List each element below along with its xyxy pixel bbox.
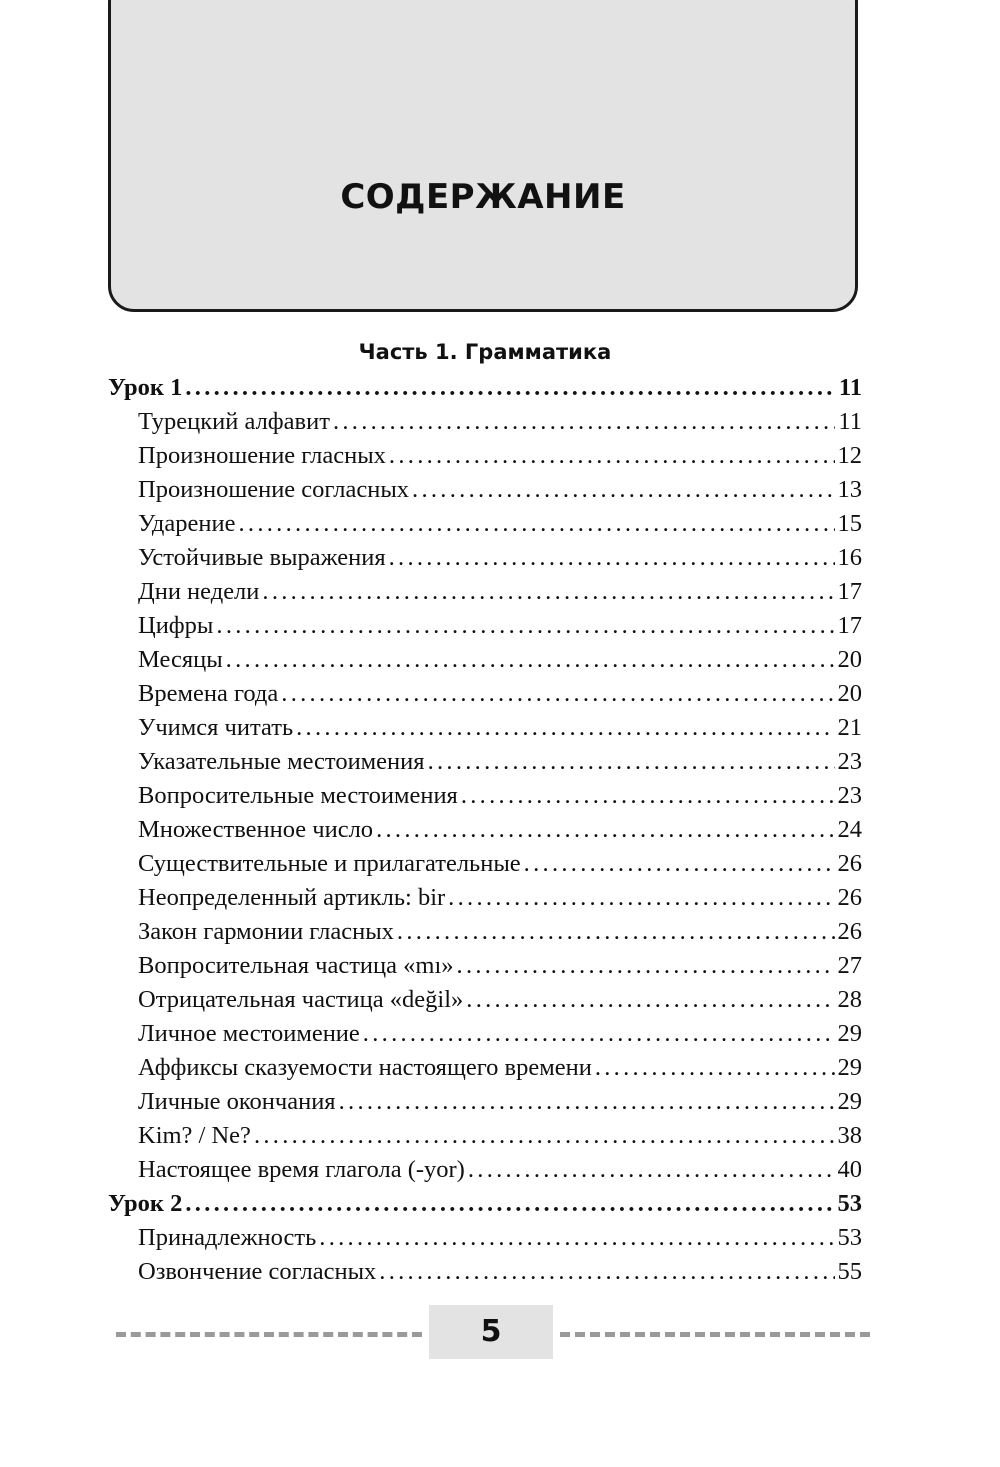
table-of-contents xyxy=(108,371,862,1289)
toc-dot-leader xyxy=(468,1153,835,1187)
toc-dot-leader xyxy=(262,575,834,609)
toc-page-number: 17 xyxy=(837,612,862,639)
toc-entry-label: Принадлежность xyxy=(138,1224,317,1251)
toc-page-number: 27 xyxy=(837,952,862,979)
toc-entry-row[interactable] xyxy=(108,847,862,881)
toc-page-number: 29 xyxy=(837,1088,862,1115)
toc-entry-row[interactable] xyxy=(108,643,862,677)
toc-page-number: 20 xyxy=(837,646,862,673)
toc-dot-leader xyxy=(185,1187,834,1221)
toc-page-number: 23 xyxy=(837,782,862,809)
toc-page-number: 26 xyxy=(837,918,862,945)
toc-entry-label: Дни недели xyxy=(138,578,260,605)
toc-entry-label: Неопределенный артикль: bir xyxy=(138,884,446,911)
toc-entry-row[interactable] xyxy=(108,881,862,915)
toc-lesson-row[interactable] xyxy=(108,371,862,405)
toc-dot-leader xyxy=(524,847,835,881)
toc-entry-row[interactable] xyxy=(108,1255,862,1289)
toc-page-number: 26 xyxy=(837,850,862,877)
toc-page-number: 29 xyxy=(837,1020,862,1047)
toc-dot-leader xyxy=(238,507,834,541)
toc-entry-row[interactable] xyxy=(108,473,862,507)
toc-entry-row[interactable] xyxy=(108,745,862,779)
toc-dot-leader xyxy=(448,881,834,915)
toc-page-number: 53 xyxy=(837,1190,862,1217)
page-title: СОДЕРЖАНИЕ xyxy=(340,177,626,217)
toc-entry-label: Множественное число xyxy=(138,816,374,843)
toc-entry-row[interactable] xyxy=(108,575,862,609)
toc-page-number: 28 xyxy=(837,986,862,1013)
toc-dot-leader xyxy=(379,1255,834,1289)
toc-page-number: 13 xyxy=(837,476,862,503)
toc-page-number: 40 xyxy=(837,1156,862,1183)
toc-dot-leader xyxy=(412,473,834,507)
toc-entry-label: Аффиксы сказуемости настоящего времени xyxy=(138,1054,592,1081)
toc-dot-leader xyxy=(296,711,834,745)
page-number: 5 xyxy=(429,1305,553,1359)
toc-dot-leader xyxy=(376,813,834,847)
footer-divider-right xyxy=(560,1332,870,1337)
toc-dot-leader xyxy=(389,439,835,473)
toc-entry-label: Учимся читать xyxy=(138,714,294,741)
toc-entry-label: Турецкий алфавит xyxy=(138,408,330,435)
toc-entry-label: Цифры xyxy=(138,612,214,639)
toc-entry-row[interactable] xyxy=(108,711,862,745)
toc-page-number: 55 xyxy=(837,1258,862,1285)
toc-dot-leader xyxy=(185,371,836,405)
toc-entry-row[interactable] xyxy=(108,813,862,847)
toc-dot-leader xyxy=(333,405,835,439)
toc-dot-leader xyxy=(466,983,834,1017)
toc-entry-row[interactable] xyxy=(108,949,862,983)
toc-entry-row[interactable] xyxy=(108,983,862,1017)
toc-page-number: 24 xyxy=(837,816,862,843)
toc-entry-label: Времена года xyxy=(138,680,279,707)
toc-dot-leader xyxy=(397,915,835,949)
toc-entry-row[interactable] xyxy=(108,507,862,541)
toc-page-number: 21 xyxy=(837,714,862,741)
toc-entry-label: Настоящее время глагола (-yor) xyxy=(138,1156,465,1183)
toc-entry-label: Отрицательная частица «değil» xyxy=(138,986,464,1013)
toc-dot-leader xyxy=(461,779,835,813)
toc-entry-row[interactable] xyxy=(108,405,862,439)
toc-entry-row[interactable] xyxy=(108,439,862,473)
toc-entry-row[interactable] xyxy=(108,609,862,643)
toc-dot-leader xyxy=(226,643,835,677)
toc-entry-label: Озвончение согласных xyxy=(138,1258,377,1285)
toc-page-number: 38 xyxy=(837,1122,862,1149)
toc-entry-row[interactable] xyxy=(108,1051,862,1085)
toc-page-number: 29 xyxy=(837,1054,862,1081)
toc-page-number: 26 xyxy=(837,884,862,911)
toc-entry-row[interactable] xyxy=(108,1221,862,1255)
toc-page-number: 11 xyxy=(838,374,862,401)
toc-entry-label: Месяцы xyxy=(138,646,223,673)
toc-dot-leader xyxy=(254,1119,835,1153)
toc-entry-row[interactable] xyxy=(108,1017,862,1051)
toc-dot-leader xyxy=(216,609,834,643)
toc-page-number: 53 xyxy=(837,1224,862,1251)
toc-entry-row[interactable] xyxy=(108,541,862,575)
toc-dot-leader xyxy=(363,1017,835,1051)
toc-page-number: 23 xyxy=(837,748,862,775)
toc-dot-leader xyxy=(595,1051,835,1085)
toc-entry-label: Закон гармонии гласных xyxy=(138,918,394,945)
toc-dot-leader xyxy=(457,949,835,983)
toc-dot-leader xyxy=(319,1221,834,1255)
toc-entry-label: Урок 2 xyxy=(108,1190,183,1217)
toc-entry-label: Произношение согласных xyxy=(138,476,410,503)
toc-dot-leader xyxy=(281,677,834,711)
toc-page-number: 16 xyxy=(837,544,862,571)
toc-entry-label: Вопросительная частица «mı» xyxy=(138,952,454,979)
toc-dot-leader xyxy=(428,745,835,779)
toc-entry-label: Личные окончания xyxy=(138,1088,336,1115)
toc-entry-label: Личное местоимение xyxy=(138,1020,360,1047)
toc-entry-row[interactable] xyxy=(108,677,862,711)
toc-entry-label: Kim? / Ne? xyxy=(138,1122,251,1149)
toc-entry-label: Урок 1 xyxy=(108,374,183,401)
toc-page-number: 17 xyxy=(837,578,862,605)
part-title: Часть 1. Грамматика xyxy=(358,340,612,364)
toc-entry-label: Указательные местоимения xyxy=(138,748,425,775)
chapter-header-box xyxy=(108,0,858,312)
footer-divider-left xyxy=(116,1332,422,1337)
toc-entry-label: Устойчивые выражения xyxy=(138,544,386,571)
toc-page-number: 12 xyxy=(837,442,862,469)
toc-entry-row[interactable] xyxy=(108,1085,862,1119)
toc-entry-row[interactable] xyxy=(108,1153,862,1187)
toc-entry-label: Произношение гласных xyxy=(138,442,386,469)
toc-lesson-row[interactable] xyxy=(108,1187,862,1221)
toc-entry-label: Ударение xyxy=(138,510,236,537)
toc-page-number: 15 xyxy=(837,510,862,537)
toc-entry-row[interactable] xyxy=(108,915,862,949)
toc-entry-row[interactable] xyxy=(108,1119,862,1153)
toc-page-number: 11 xyxy=(838,408,862,435)
toc-dot-leader xyxy=(339,1085,835,1119)
toc-entry-label: Существительные и прилагательные xyxy=(138,850,521,877)
toc-entry-label: Вопросительные местоимения xyxy=(138,782,458,809)
toc-entry-row[interactable] xyxy=(108,779,862,813)
toc-page-number: 20 xyxy=(837,680,862,707)
toc-dot-leader xyxy=(389,541,835,575)
